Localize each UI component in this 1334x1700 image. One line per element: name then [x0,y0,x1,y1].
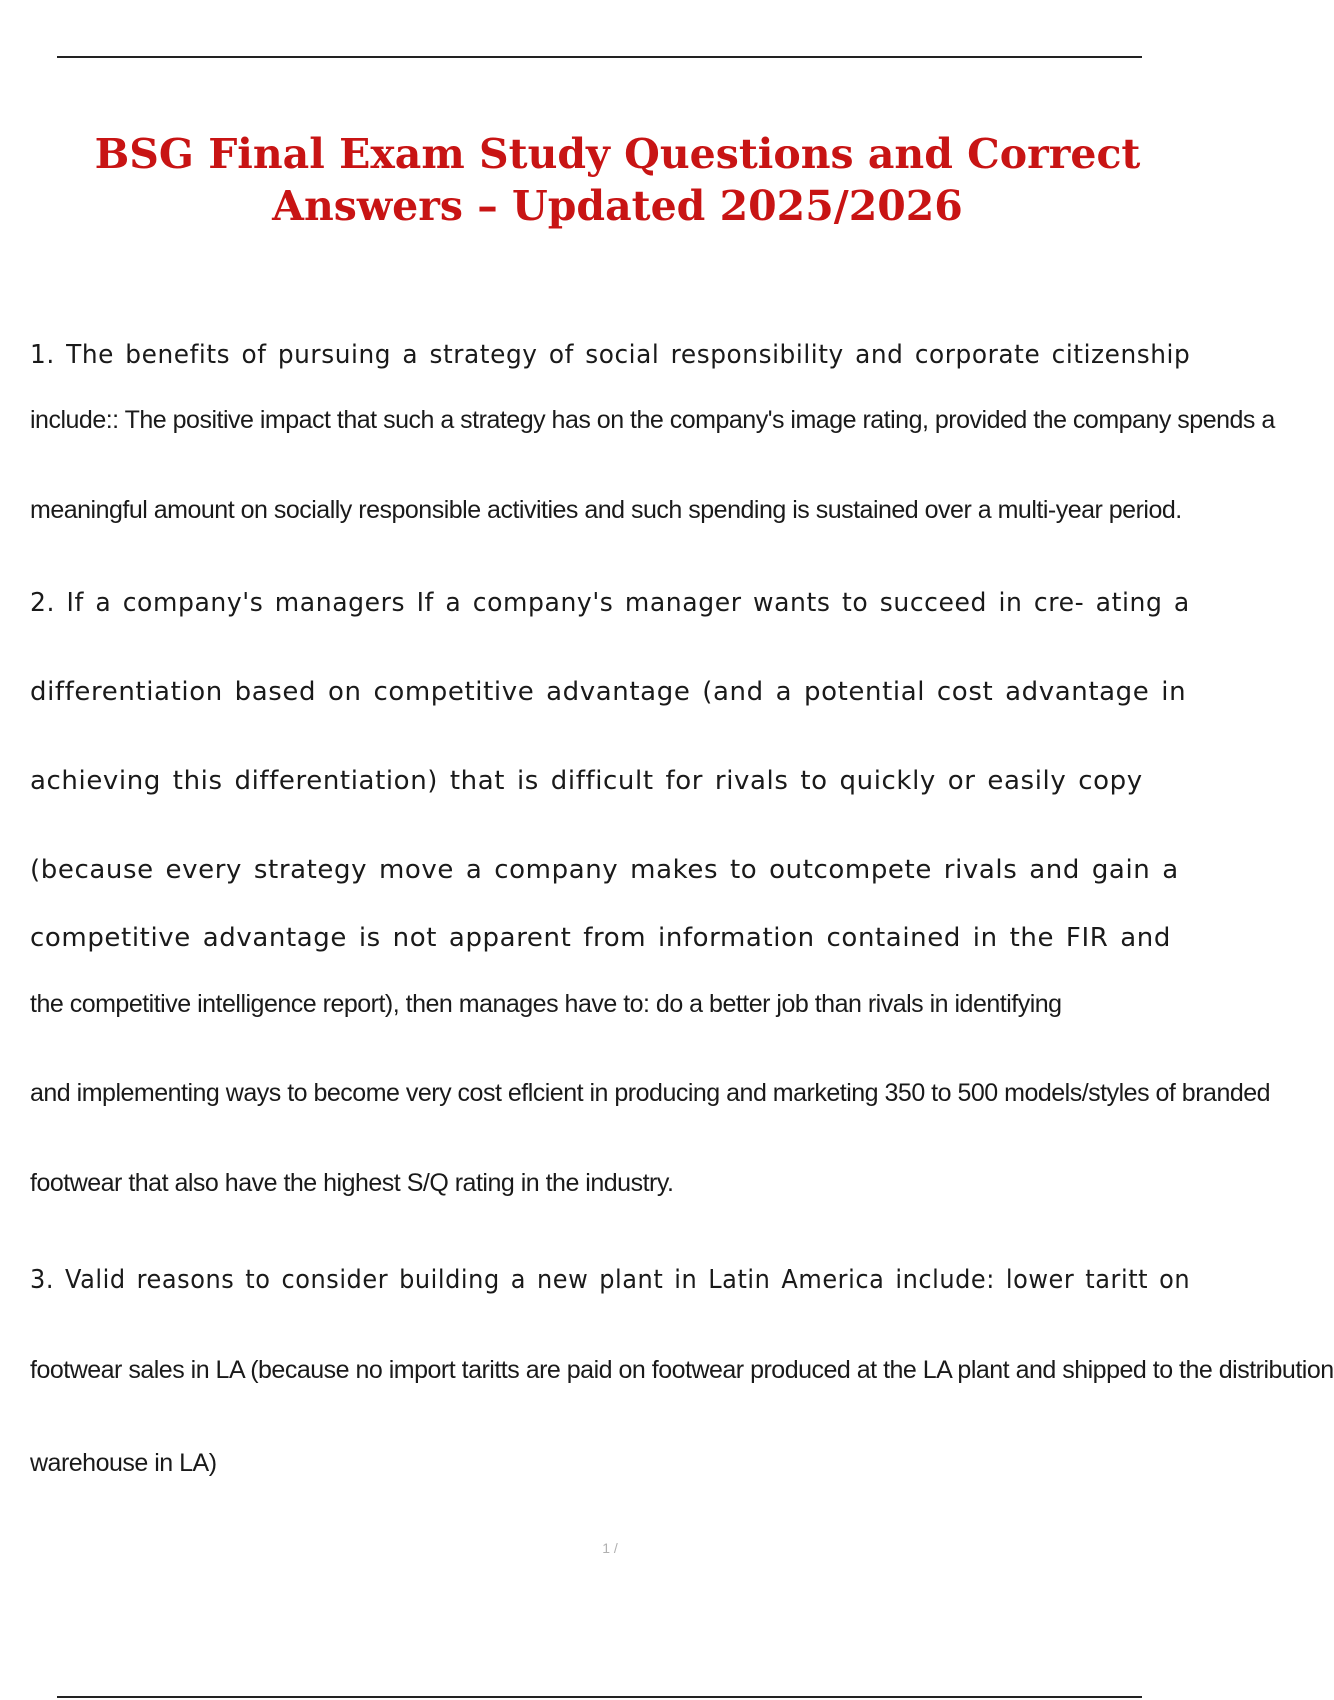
q2-line-3: achieving this differentiation) that is difficult for rivals to quickly or easily copy [30,766,1143,796]
q3-line-2-wrap [30,1356,1334,1385]
q1-line-2: include:: The positive impact that such a strategy has on the company's image rating, provided the company spends a [30,406,1275,434]
q2-line-6: the competitive intelligence report), then manages have to: do a better job than rivals in identifying [30,990,1062,1018]
q3-line-1: 3. Valid reasons to consider building a new plant in Latin America include: lower taritt on [30,1265,1191,1295]
q2-line-7: and implementing ways to become very cost eflcient in producing and marketing 350 to 500 models/styles of branded [30,1079,1271,1107]
q2-line-1: 2. If a company's managers If a company's manager wants to succeed in cre- ating a [30,588,1190,618]
q3-line-3: warehouse in LA) [30,1449,217,1477]
bottom-rule [57,1696,1142,1698]
page-number: 1 / [602,1540,618,1556]
q2-line-7-wrap [30,1079,1271,1108]
q3-line-3-wrap [30,1449,1190,1478]
q2-line-8-wrap [30,1169,1190,1198]
q2-line-5: competitive advantage is not apparent from information contained in the FIR and [30,923,1171,953]
top-rule [57,56,1142,58]
q1-line-1: 1. The benefits of pursuing a strategy of social responsibility and corporate citizenship [30,340,1191,370]
q2-line-6-wrap [30,990,1190,1019]
q2-line-2: differentiation based on competitive advantage (and a potential cost advantage in [30,677,1187,707]
document-title: BSG Final Exam Study Questions and Correct Answers – Updated 2025/2026 [94,130,1141,230]
q3-line-2: footwear sales in LA (because no import taritts are paid on footwear produced at the LA plant and shipped to the distribution [30,1356,1334,1384]
q2-line-4: (because every strategy move a company makes to outcompete rivals and gain a [30,855,1179,885]
q2-line-8: footwear that also have the highest S/Q rating in the industry. [30,1169,674,1197]
q1-line-2-wrap [30,406,1275,435]
q1-line-3: meaningful amount on socially responsible activities and such spending is sustained over a multi-year period. [30,496,1182,524]
q1-line-3-wrap [30,496,1190,525]
